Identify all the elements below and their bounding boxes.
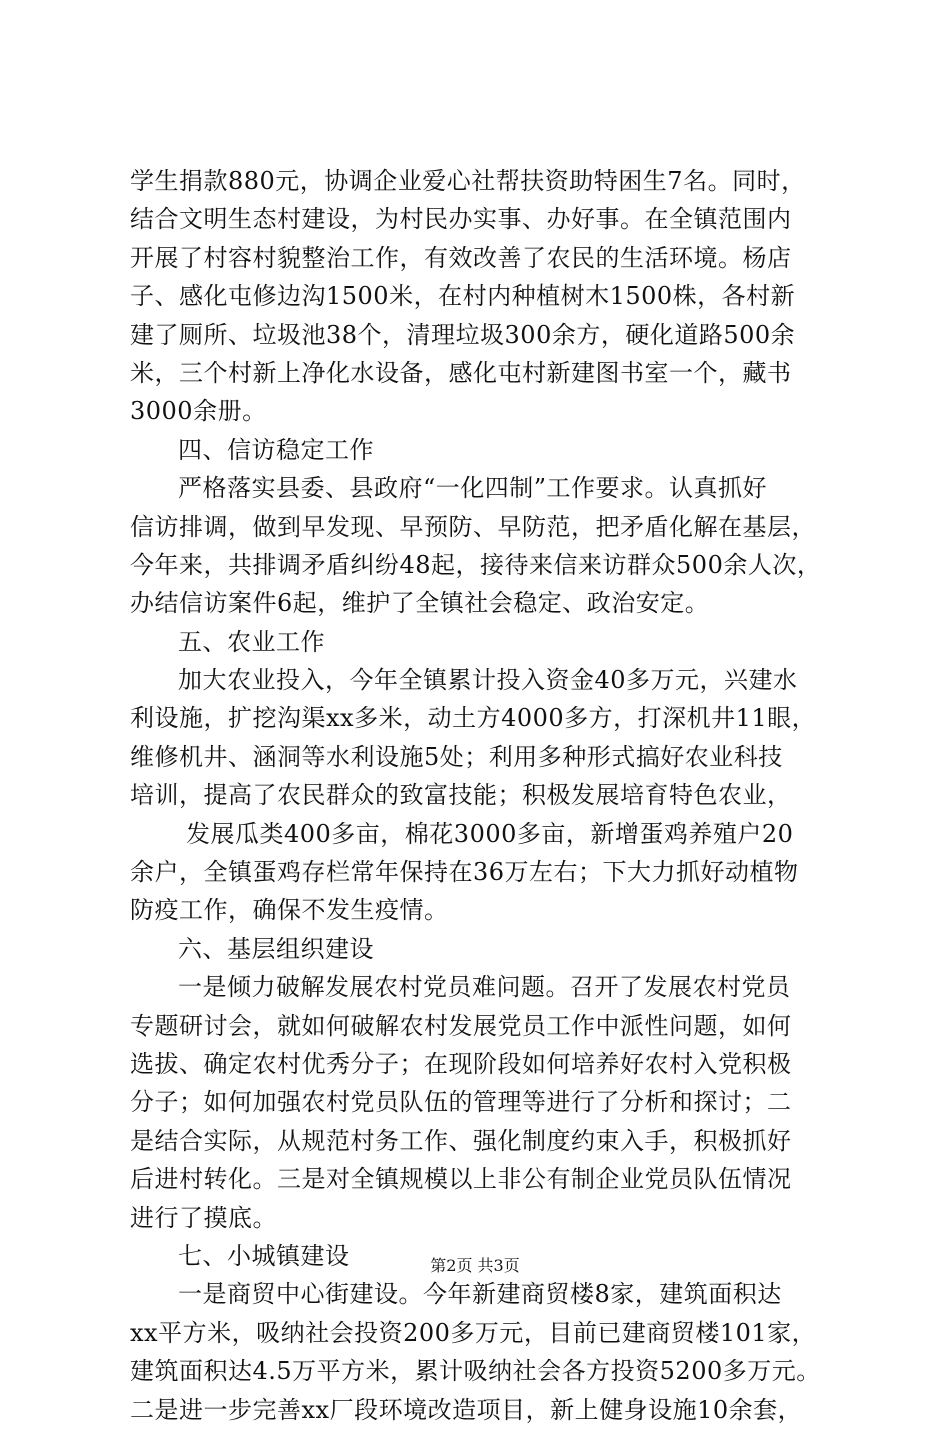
body-text-line: 余户，全镇蛋鸡存栏常年保持在36万左右；下大力抓好动植物 xyxy=(130,858,799,887)
body-text-line: 二是进一步完善xx厂段环境改造项目，新上健身设施10余套， xyxy=(130,1395,803,1424)
body-text-line: 今年来，共排调矛盾纠纷48起，接待来信来访群众500余人次， xyxy=(130,550,822,579)
body-text-line: 加大农业投入，今年全镇累计投入资金40多万元，兴建水 xyxy=(178,666,798,695)
body-text-line: 分子；如何加强农村党员队伍的管理等进行了分析和探讨；二 xyxy=(130,1088,792,1117)
body-text-line: 是结合实际，从规范村务工作、强化制度约束入手，积极抓好 xyxy=(130,1126,792,1155)
body-text-line: 子、感化屯修边沟1500米，在村内种植树木1500株，各村新 xyxy=(130,282,796,311)
section-heading: 七、小城镇建设 xyxy=(178,1241,350,1270)
body-text-line: 建筑面积达4.5万平方米，累计吸纳社会各方投资5200多万元。 xyxy=(130,1357,821,1386)
body-text-line: 维修机井、涵洞等水利设施5处；利用多种形式搞好农业科技 xyxy=(130,742,783,771)
section-heading: 四、信访稳定工作 xyxy=(178,435,374,464)
body-text-line: 进行了摸底。 xyxy=(130,1203,277,1232)
page-footer xyxy=(0,1256,950,1276)
body-text-line: 建了厕所、垃圾池38个，清理垃圾300余方，硬化道路500余 xyxy=(130,320,796,349)
body-text-line: 防疫工作，确保不发生疫情。 xyxy=(130,896,449,925)
body-text-line: 严格落实县委、县政府“一化四制”工作要求。认真抓好 xyxy=(178,474,768,503)
body-text-line: 一是倾力破解发展农村党员难问题。召开了发展农村党员 xyxy=(178,973,791,1002)
document-body xyxy=(130,162,830,1429)
body-text-line: 米，三个村新上净化水设备，感化屯村新建图书室一个，藏书 xyxy=(130,358,792,387)
body-text-line: 利设施，扩挖沟渠xx多米，动土方4000多方，打深机井11眼， xyxy=(130,704,817,733)
body-text-line: 结合文明生态村建设，为村民办实事、办好事。在全镇范围内 xyxy=(130,205,792,234)
body-text-line: 选拔、确定农村优秀分子；在现阶段如何培养好农村入党积极 xyxy=(130,1049,792,1078)
body-text-line: 信访排调，做到早发现、早预防、早防范，把矛盾化解在基层， xyxy=(130,512,816,541)
body-text-line: 培训，提高了农民群众的致富技能；积极发展培育特色农业， xyxy=(130,781,792,810)
body-text-line: 3000余册。 xyxy=(130,397,267,426)
body-text-line: 专题研讨会，就如何破解农村发展党员工作中派性问题，如何 xyxy=(130,1011,792,1040)
body-text-line: 一是商贸中心街建设。今年新建商贸楼8家，建筑面积达 xyxy=(178,1280,782,1309)
body-text-line: 后进村转化。三是对全镇规模以上非公有制企业党员队伍情况 xyxy=(130,1165,792,1194)
section-heading: 五、农业工作 xyxy=(178,627,325,656)
body-text-line: 发展瓜类400多亩，棉花3000多亩，新增蛋鸡养殖户20 xyxy=(186,819,794,848)
section-heading: 六、基层组织建设 xyxy=(178,934,374,963)
body-text-line: 开展了村容村貌整治工作，有效改善了农民的生活环境。杨店 xyxy=(130,243,792,272)
body-text-line: 学生捐款880元，协调企业爱心社帮扶资助特困生7名。同时， xyxy=(130,167,806,195)
body-text-line: xx平方米，吸纳社会投资200多万元，目前已建商贸楼101家， xyxy=(130,1318,817,1347)
body-text-line: 办结信访案件6起，维护了全镇社会稳定、政治安定。 xyxy=(130,589,710,618)
page-number-label: 第2页 共3页 xyxy=(430,1256,520,1275)
